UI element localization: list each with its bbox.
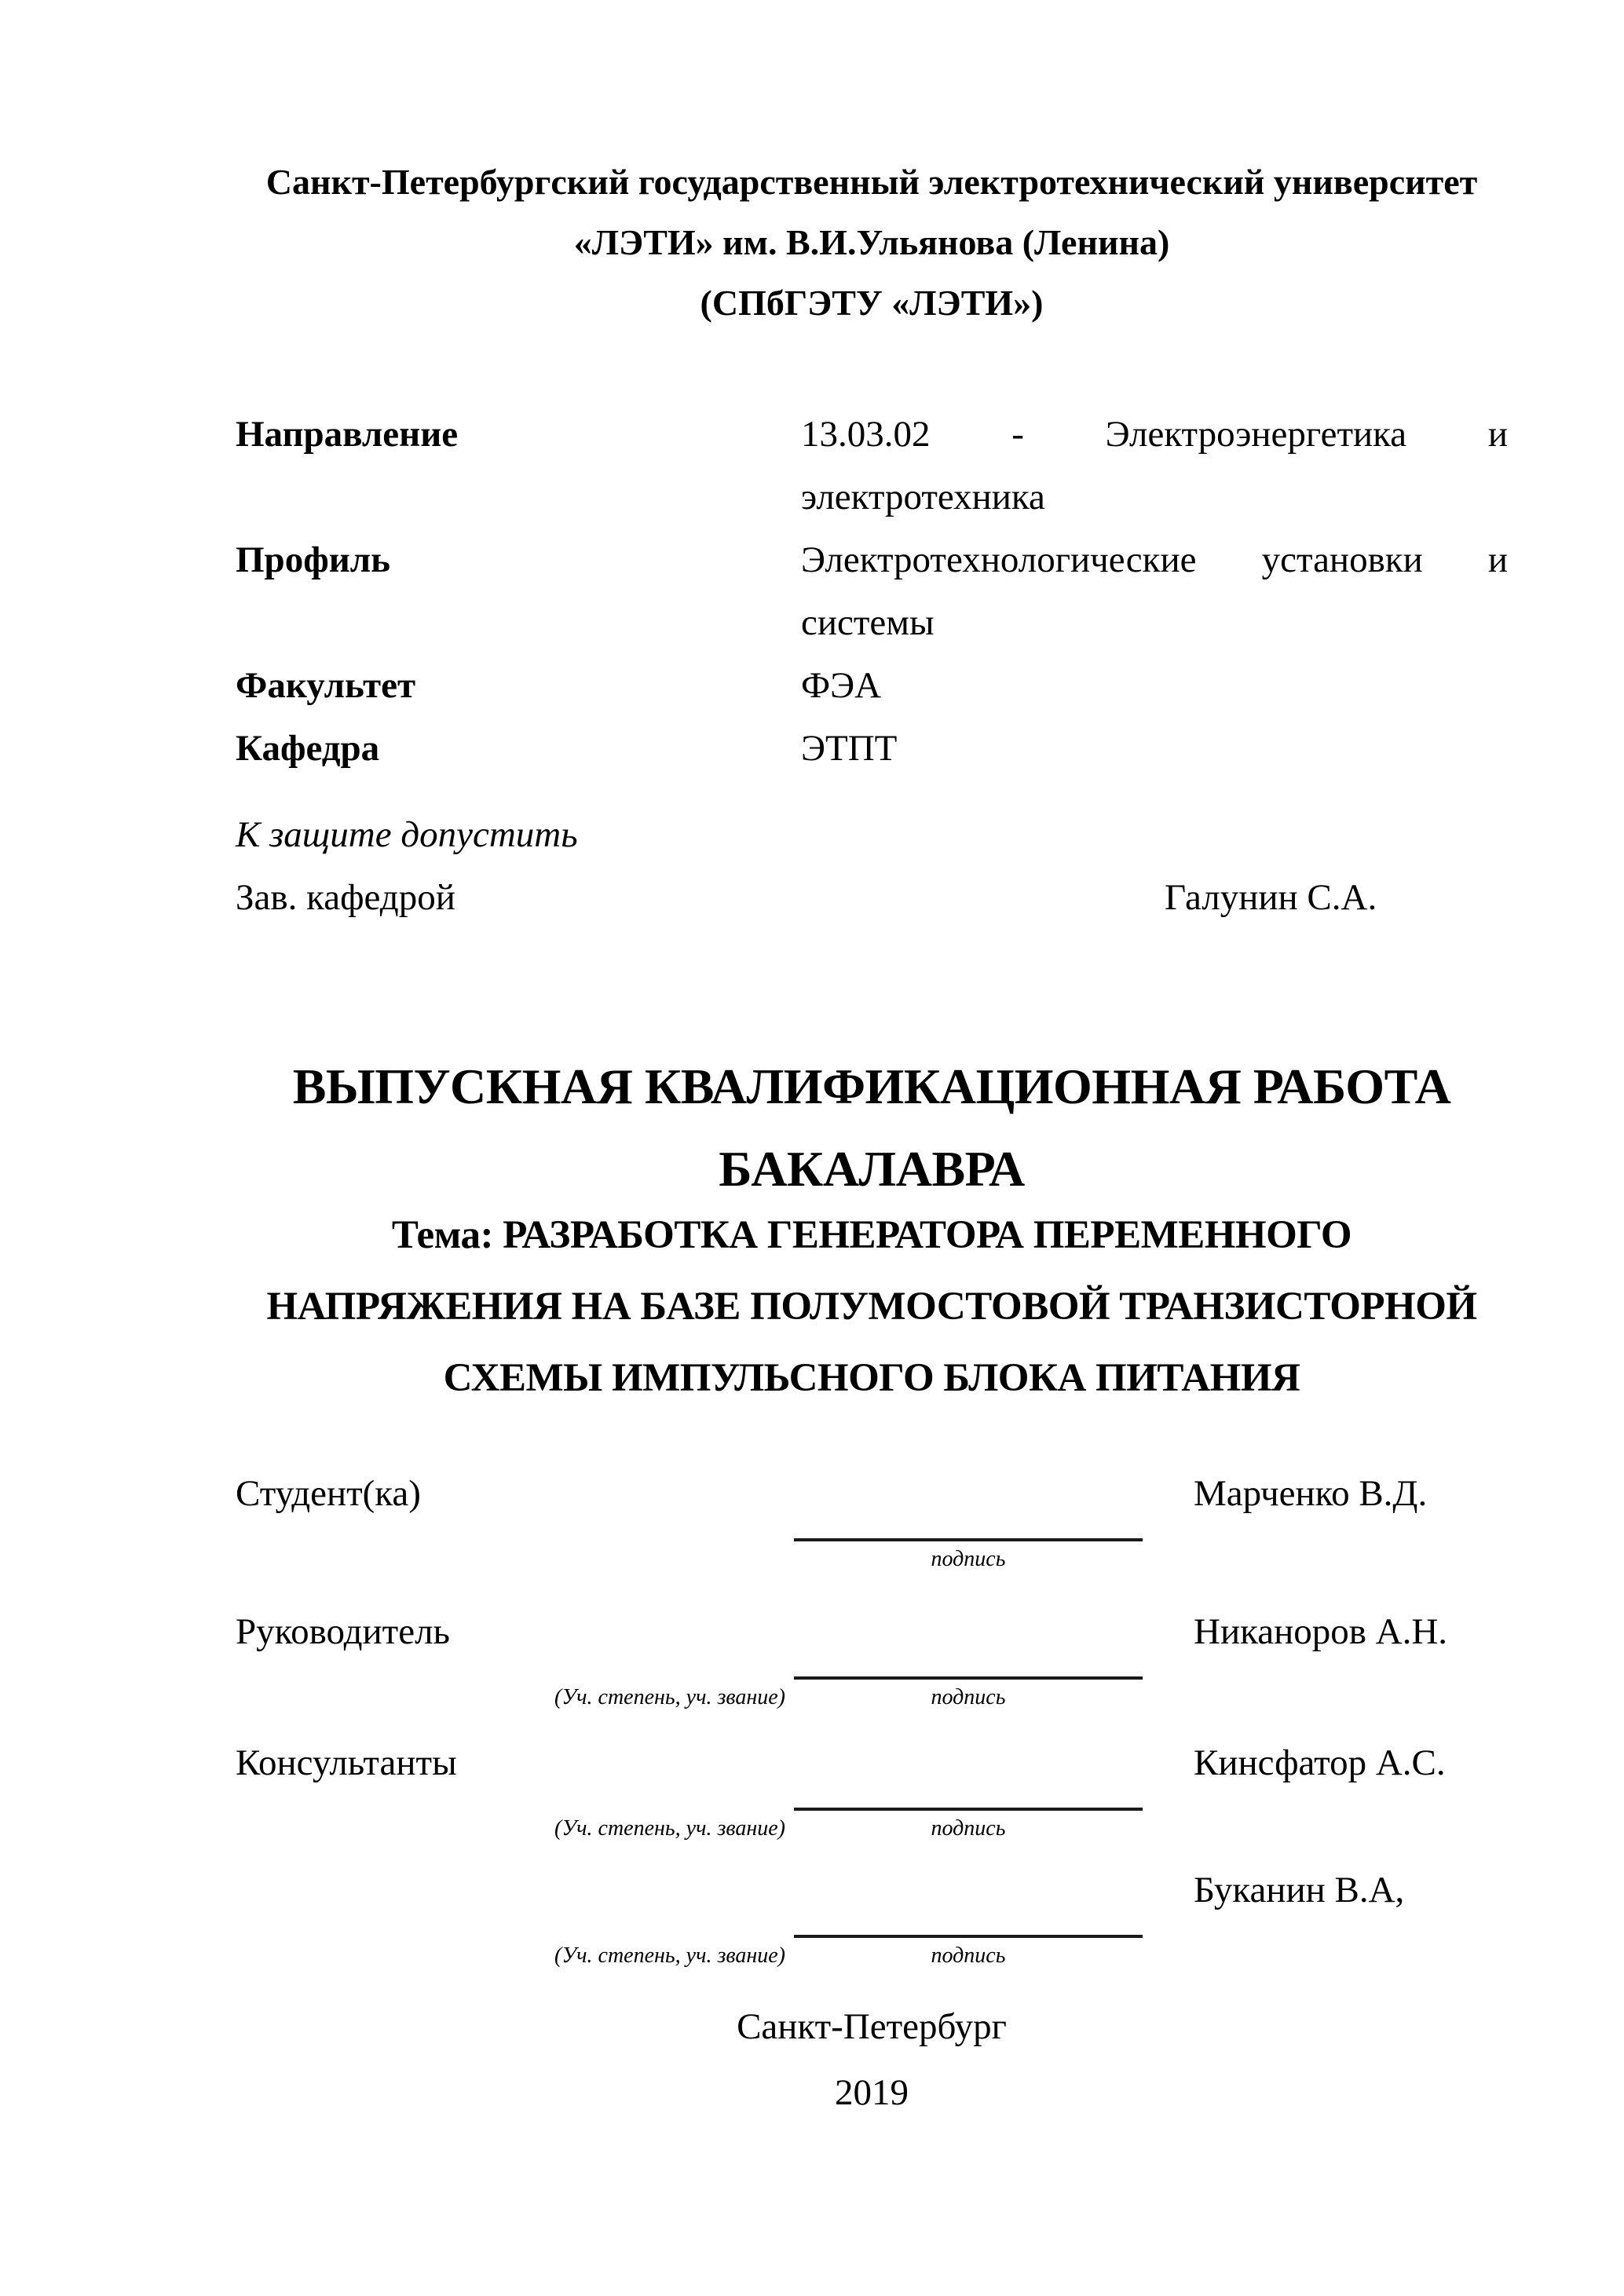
field-faculty (236, 654, 1508, 717)
supervisor-signature-caption: подпись (931, 1685, 1006, 1709)
thesis-theme-line2: НАПРЯЖЕНИЯ НА БАЗЕ ПОЛУМОСТОВОЙ ТРАНЗИСТОРНОЙ (266, 1285, 1477, 1329)
university-abbreviation-line: (СПбГЭТУ «ЛЭТИ») (700, 283, 1044, 323)
thesis-theme-line1: Тема: РАЗРАБОТКА ГЕНЕРАТОРА ПЕРЕМЕННОГО (391, 1213, 1352, 1257)
field-profile-value: Электротехнологические установки и системы (801, 539, 1508, 643)
department-head-row (236, 866, 1508, 929)
supervisor-signature-line (794, 1676, 1143, 1680)
consultant2-name: Буканин В.А, (1194, 1870, 1405, 1910)
signature-row-supervisor (236, 1610, 1508, 1727)
thesis-title-line2: БАКАЛАВРА (719, 1141, 1025, 1197)
supervisor-degree-caption: (Уч. степень, уч. звание) (554, 1685, 785, 1709)
field-profile (236, 528, 1508, 654)
consultant1-signature-caption: подпись (931, 1816, 1006, 1841)
thesis-title-line1: ВЫПУСКНАЯ КВАЛИФИКАЦИОННАЯ РАБОТА (292, 1058, 1451, 1114)
field-department (236, 717, 1508, 780)
thesis-theme-line3: СХЕМЫ ИМПУЛЬСНОГО БЛОКА ПИТАНИЯ (443, 1356, 1300, 1400)
student-name: Марченко В.Д. (1194, 1473, 1428, 1514)
student-signature-caption: подпись (931, 1547, 1006, 1571)
supervisor-name: Никаноров А.Н. (1194, 1611, 1448, 1652)
department-head-label: Зав. кафедрой (236, 877, 455, 918)
footer-year: 2019 (835, 2072, 909, 2113)
signature-row-consultant-1 (236, 1741, 1508, 1859)
thesis-title (236, 1045, 1508, 1210)
consultant1-signature-line (794, 1808, 1143, 1811)
department-head-name: Галунин С.А. (1165, 877, 1377, 918)
admission-section (236, 803, 1508, 929)
consultant2-degree-caption: (Уч. степень, уч. звание) (554, 1943, 785, 1968)
field-direction-value: 13.03.02 - Электроэнергетика и электротехника (801, 414, 1508, 517)
admission-statement: К защите допустить (236, 814, 578, 855)
university-named-after-line: «ЛЭТИ» им. В.И.Ульянова (Ленина) (573, 222, 1170, 262)
thesis-theme (236, 1200, 1508, 1414)
signature-row-consultant-2 (236, 1868, 1508, 1986)
consultant2-signature-line (794, 1935, 1143, 1938)
field-direction (236, 403, 1508, 528)
student-signature-line (794, 1538, 1143, 1541)
student-role-label: Студент(ка) (236, 1473, 421, 1514)
program-fields (236, 403, 1508, 780)
field-direction-label: Направление (236, 414, 459, 455)
consultant1-name: Кинсфатор А.С. (1194, 1742, 1446, 1783)
field-faculty-label: Факультет (236, 665, 416, 706)
supervisor-role-label: Руководитель (236, 1611, 450, 1652)
field-faculty-value: ФЭА (801, 665, 882, 706)
consultant2-signature-caption: подпись (931, 1943, 1006, 1968)
field-profile-label: Профиль (236, 539, 391, 580)
signature-row-student (236, 1472, 1508, 1589)
footer-city: Санкт-Петербург (737, 2006, 1007, 2047)
field-department-label: Кафедра (236, 728, 380, 769)
consultant1-degree-caption: (Уч. степень, уч. звание) (554, 1816, 785, 1841)
field-department-value: ЭТПТ (801, 728, 898, 769)
university-header (236, 152, 1508, 333)
university-name-line: Санкт-Петербургский государственный электротехнический университет (265, 162, 1478, 202)
consultants-role-label: Консультанты (236, 1742, 457, 1783)
